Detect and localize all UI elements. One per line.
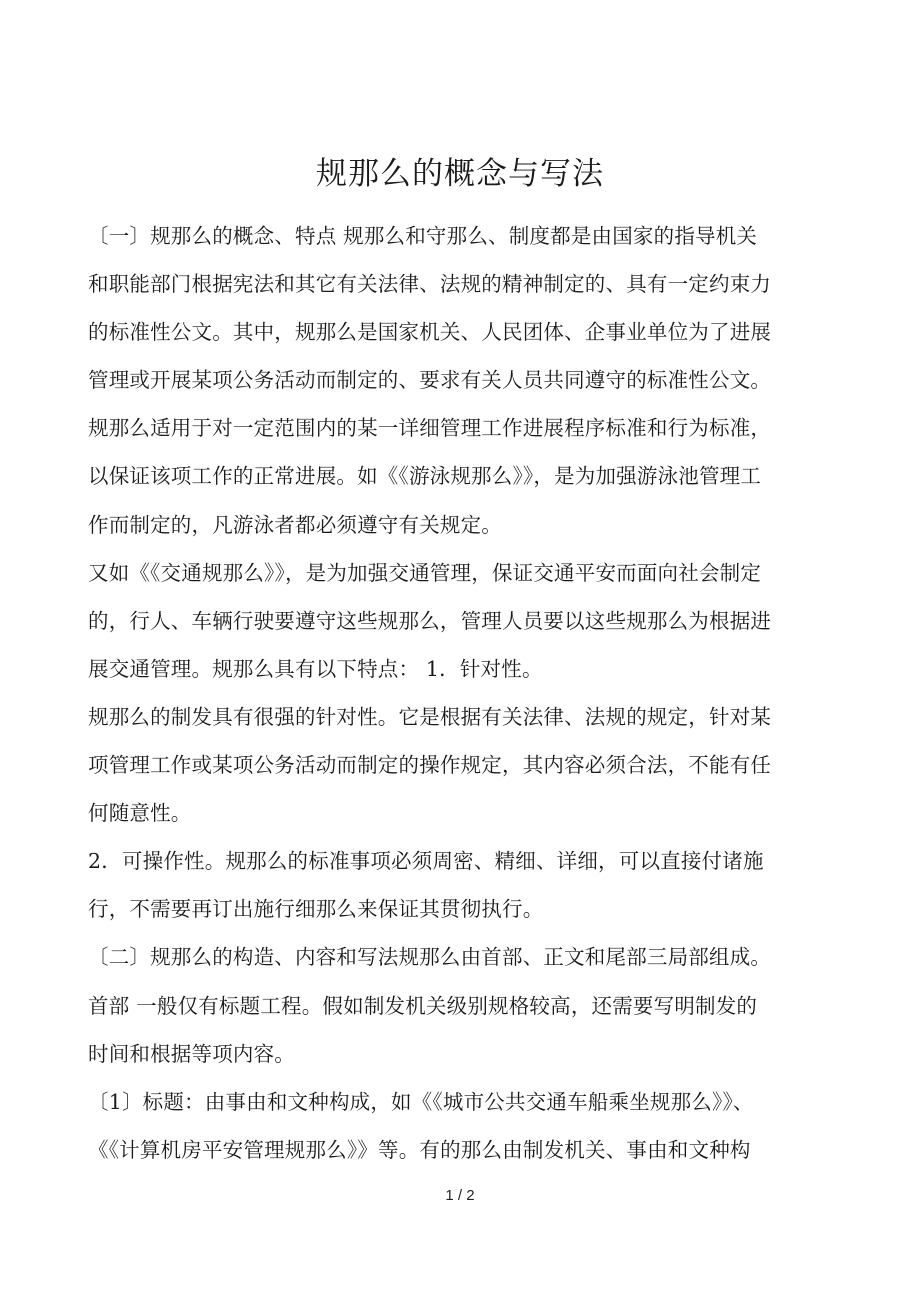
text-line: 《《计算机房平安管理规那么》》等。有的那么由制发机关、事由和文种构 [88, 1137, 751, 1162]
text-line: 行，不需要再订出施行细那么来保证其贯彻执行。 [88, 897, 544, 922]
text-line: 和职能部门根据宪法和其它有关法律、法规的精神制定的、具有一定约束力 [88, 272, 772, 297]
text-line: 〔1〕标题：由事由和文种构成，如《《城市公共交通车船乘坐规那么》》、 [88, 1089, 754, 1114]
text-line: 规那么的制发具有很强的针对性。它是根据有关法律、法规的规定，针对某 [88, 704, 772, 729]
text-line: 以保证该项工作的正常进展。如《《游泳规那么》》，是为加强游泳池管理工 [88, 464, 762, 489]
text-line: 〔一〕规那么的概念、特点 规那么和守那么、制度都是由国家的指导机关 [88, 224, 758, 248]
text-line: 规那么适用于对一定范围内的某一详细管理工作进展程序标准和行为标准， [88, 416, 772, 441]
text-line: 又如《《交通规那么》》，是为加强交通管理，保证交通平安而面向社会制定 [88, 560, 762, 585]
document-title: 规那么的概念与写法 [316, 156, 604, 192]
text-line: 的，行人、车辆行驶要遵守这些规那么，管理人员要以这些规那么为根据进 [88, 608, 772, 633]
text-line: 何随意性。 [88, 801, 192, 826]
text-line: 展交通管理。规那么具有以下特点： 1．针对性。 [88, 656, 543, 681]
document-body [88, 212, 828, 1174]
text-line: 项管理工作或某项公务活动而制定的操作规定，其内容必须合法，不能有任 [88, 753, 772, 778]
text-line: 管理或开展某项公务活动而制定的、要求有关人员共同遵守的标准性公文。 [88, 368, 772, 393]
text-line: 的标准性公文。其中，规那么是国家机关、人民团体、企事业单位为了进展 [88, 320, 772, 345]
page-number: 1 / 2 [445, 1187, 475, 1204]
text-line: 作而制定的，凡游泳者都必须遵守有关规定。 [88, 512, 502, 537]
text-line: 时间和根据等项内容。 [88, 1041, 295, 1066]
text-line: 首部 一般仅有标题工程。假如制发机关级别规格较高，还需要写明制发的 [88, 993, 758, 1018]
text-line: 2．可操作性。规那么的标准事项必须周密、精细、详细，可以直接付诸施 [88, 849, 764, 874]
text-line: 〔二〕规那么的构造、内容和写法规那么由首部、正文和尾部三局部组成。 [88, 945, 772, 970]
